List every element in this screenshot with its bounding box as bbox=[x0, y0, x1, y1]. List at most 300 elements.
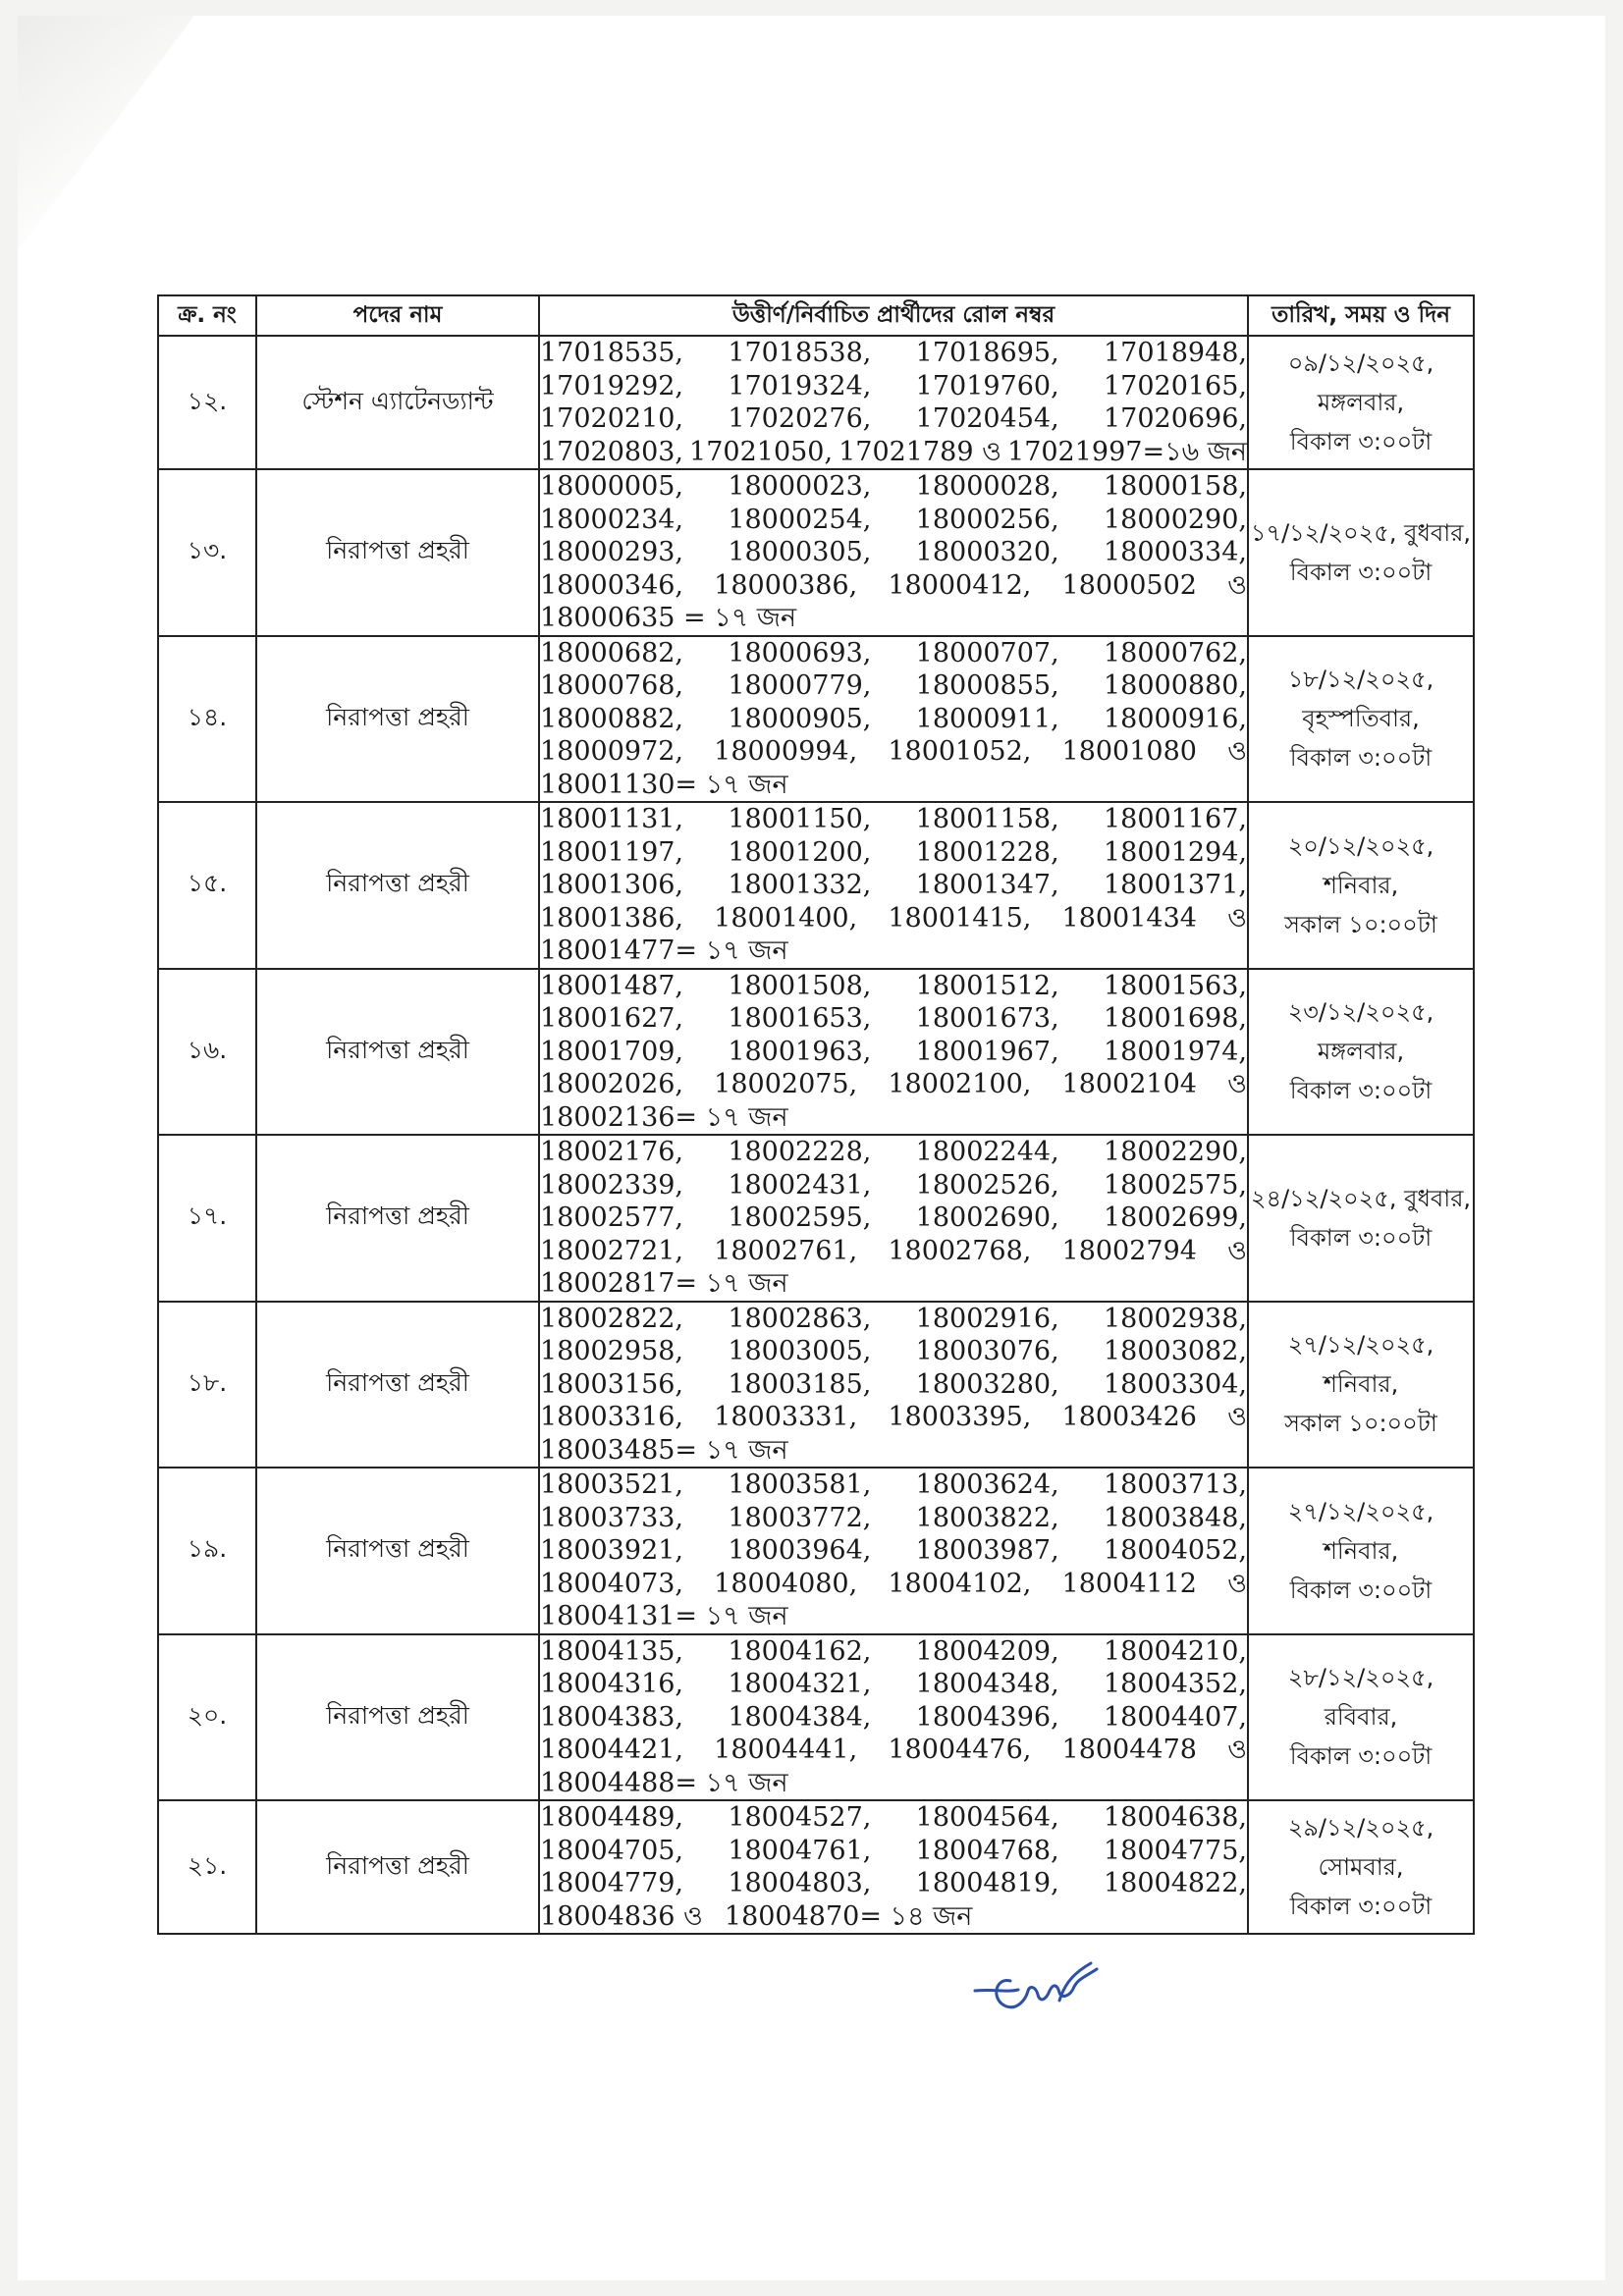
schedule-line: বিকাল ৩:০০টা bbox=[1289, 1575, 1433, 1604]
roll-line bbox=[540, 1468, 1247, 1502]
roll-number: 18004476, bbox=[888, 1735, 1032, 1765]
roll-number: 18001294, bbox=[1103, 836, 1247, 868]
roll-number: 18003987, bbox=[915, 1535, 1059, 1566]
roll-line bbox=[540, 735, 1247, 769]
roll-number: 18000693, bbox=[728, 637, 872, 668]
roll-number: 18000882, bbox=[540, 703, 684, 734]
roll-number: 18000254, bbox=[728, 504, 872, 535]
roll-number: 18002822, bbox=[540, 1303, 684, 1334]
roll-number: 18001197, bbox=[540, 836, 684, 868]
roll-number: 18001627, bbox=[540, 1003, 684, 1034]
roll-number: ও bbox=[1227, 1402, 1247, 1432]
roll-number: 18001477= ১৭ জন bbox=[540, 935, 788, 966]
roll-line bbox=[540, 1502, 1247, 1535]
roll-number: 18004775, bbox=[1103, 1835, 1247, 1866]
roll-number: 18004564, bbox=[915, 1802, 1059, 1833]
schedule-line: বিকাল ৩:০০টা bbox=[1289, 428, 1433, 455]
post-name-cell: নিরাপত্তা প্রহরী bbox=[256, 1634, 539, 1801]
roll-number: 18000916, bbox=[1103, 703, 1247, 734]
roll-number: 18003304, bbox=[1103, 1368, 1247, 1400]
roll-number: 18001512, bbox=[915, 970, 1059, 1001]
schedule-line: ২৩/১২/২০২৫, bbox=[1287, 998, 1434, 1027]
roll-number: 18001228, bbox=[915, 836, 1059, 868]
schedule-line: ২৭/১২/২০২৫, শনিবার, bbox=[1287, 1331, 1434, 1399]
roll-number: 18000855, bbox=[915, 670, 1059, 701]
roll-line bbox=[540, 1169, 1247, 1202]
roll-line bbox=[540, 1801, 1247, 1835]
roll-number: 18003005, bbox=[728, 1336, 872, 1366]
roll-number: 18001150, bbox=[728, 804, 872, 834]
roll-number: 18001967, bbox=[915, 1036, 1059, 1067]
roll-number: ও bbox=[1227, 736, 1247, 767]
post-name-cell: নিরাপত্তা প্রহরী bbox=[256, 1468, 539, 1634]
roll-number: 17021050, bbox=[689, 436, 834, 467]
roll-number: 17021997=১৬ জন bbox=[1007, 436, 1247, 467]
schedule-line: মঙ্গলবার, bbox=[1317, 389, 1405, 416]
table-row bbox=[158, 336, 1474, 469]
roll-number: 18004870= ১৪ জন bbox=[724, 1900, 973, 1932]
roll-number: 18000502 bbox=[1061, 569, 1197, 601]
roll-number: 18001709, bbox=[540, 1036, 684, 1067]
roll-number: ও bbox=[1227, 1069, 1247, 1099]
roll-line bbox=[540, 370, 1247, 403]
post-name-cell: স্টেশন এ্যাটেনড্যান্ট bbox=[256, 336, 539, 469]
roll-line bbox=[540, 1635, 1247, 1669]
roll-number: 18001508, bbox=[728, 970, 872, 1001]
roll-line bbox=[540, 669, 1247, 703]
header-date-time-day: তারিখ, সময় ও দিন bbox=[1248, 295, 1474, 336]
post-name-cell: নিরাপত্তা প্রহরী bbox=[256, 636, 539, 803]
roll-number: 18002176, bbox=[540, 1137, 684, 1167]
roll-number: 18001371, bbox=[1103, 870, 1247, 900]
schedule-line: সকাল ১০:০০টা bbox=[1284, 1410, 1437, 1438]
roll-number: 18003848, bbox=[1103, 1502, 1247, 1533]
schedule-cell bbox=[1248, 1634, 1474, 1801]
roll-number: 17020165, bbox=[1103, 370, 1247, 401]
roll-number: 18003185, bbox=[728, 1368, 872, 1400]
roll-number: 18002595, bbox=[728, 1202, 872, 1233]
roll-line bbox=[540, 602, 1247, 635]
roll-line bbox=[540, 1900, 1247, 1934]
schedule-line: বিকাল ৩:০০টা bbox=[1289, 744, 1433, 773]
roll-number: 18002339, bbox=[540, 1169, 684, 1201]
schedule-line: ১৭/১২/২০২৫, বুধবার, bbox=[1250, 518, 1472, 547]
roll-number: 18001080 bbox=[1061, 736, 1197, 767]
roll-number: 18004073, bbox=[540, 1568, 684, 1599]
roll-number: 18004705, bbox=[540, 1835, 684, 1866]
roll-number: 17021789 ও bbox=[839, 436, 1001, 467]
roll-number-table bbox=[157, 294, 1475, 1935]
roll-number: 18004352, bbox=[1103, 1669, 1247, 1699]
roll-line bbox=[540, 1235, 1247, 1268]
roll-number: 18004210, bbox=[1103, 1635, 1247, 1667]
roll-number: 18000682, bbox=[540, 637, 684, 668]
roll-number: 18004131= ১৭ জন bbox=[540, 1601, 788, 1631]
schedule-cell bbox=[1248, 336, 1474, 469]
roll-line bbox=[540, 703, 1247, 736]
serial-cell: ২০. bbox=[158, 1634, 256, 1801]
roll-number: 18003280, bbox=[915, 1368, 1059, 1400]
roll-number: 18004316, bbox=[540, 1669, 684, 1699]
roll-number: 18001963, bbox=[728, 1036, 872, 1067]
roll-number: 18004112 bbox=[1061, 1568, 1197, 1599]
schedule-cell bbox=[1248, 636, 1474, 803]
roll-line bbox=[540, 536, 1247, 569]
roll-number: 17020803, bbox=[540, 436, 684, 467]
roll-number: 18001386, bbox=[540, 902, 684, 934]
roll-line bbox=[540, 1068, 1247, 1101]
roll-number: 17018695, bbox=[915, 338, 1059, 368]
serial-cell: ১৬. bbox=[158, 969, 256, 1136]
roll-number: 18004527, bbox=[728, 1802, 872, 1833]
schedule-line: মঙ্গলবার, bbox=[1317, 1038, 1405, 1066]
roll-number: 18003772, bbox=[728, 1502, 872, 1533]
roll-number: 18002958, bbox=[540, 1336, 684, 1366]
roll-number: 18004052, bbox=[1103, 1535, 1247, 1566]
roll-number: 18002721, bbox=[540, 1235, 684, 1266]
table-header-row bbox=[158, 295, 1474, 336]
roll-number: 18000707, bbox=[915, 637, 1059, 668]
schedule-line: ০৯/১২/২০২৫, bbox=[1287, 349, 1434, 377]
roll-number: 18000158, bbox=[1103, 471, 1247, 502]
schedule-line: ২৯/১২/২০২৫, সোমবার, bbox=[1287, 1814, 1434, 1881]
roll-numbers-cell bbox=[539, 636, 1248, 803]
roll-number: 17019760, bbox=[915, 370, 1059, 401]
roll-numbers-cell bbox=[539, 802, 1248, 969]
roll-number: 18004080, bbox=[714, 1568, 858, 1599]
roll-number: 18004441, bbox=[714, 1735, 858, 1765]
roll-number: 18002575, bbox=[1103, 1169, 1247, 1201]
table-row bbox=[158, 969, 1474, 1136]
roll-number: 18002104 bbox=[1061, 1069, 1197, 1099]
roll-numbers-cell bbox=[539, 1800, 1248, 1934]
post-name-cell: নিরাপত্তা প্রহরী bbox=[256, 1135, 539, 1302]
schedule-cell bbox=[1248, 1468, 1474, 1634]
schedule-line: ২৪/১২/২০২৫, বুধবার, bbox=[1250, 1184, 1472, 1212]
roll-line bbox=[540, 337, 1247, 370]
roll-number: 18001487, bbox=[540, 970, 684, 1001]
roll-numbers-cell bbox=[539, 1634, 1248, 1801]
serial-cell: ১৩. bbox=[158, 469, 256, 636]
roll-line bbox=[540, 1101, 1247, 1135]
schedule-cell bbox=[1248, 1302, 1474, 1468]
table-row bbox=[158, 636, 1474, 803]
roll-number: 18004822, bbox=[1103, 1868, 1247, 1898]
roll-number: 18003082, bbox=[1103, 1336, 1247, 1366]
roll-number: 18002431, bbox=[728, 1169, 872, 1201]
roll-number: 18002136= ১৭ জন bbox=[540, 1101, 788, 1133]
roll-number: 18000005, bbox=[540, 471, 684, 502]
schedule-line: বিকাল ৩:০০টা bbox=[1289, 1742, 1433, 1771]
signature-stroke bbox=[975, 1963, 1097, 2007]
roll-number: 18002244, bbox=[915, 1137, 1059, 1167]
roll-number: 18004384, bbox=[728, 1701, 872, 1733]
schedule-line: বিকাল ৩:০০টা bbox=[1289, 1077, 1433, 1105]
roll-number: 18004478 bbox=[1061, 1735, 1197, 1765]
roll-number: 18003426 bbox=[1061, 1402, 1197, 1432]
roll-line bbox=[540, 1002, 1247, 1036]
post-name-cell: নিরাপত্তা প্রহরী bbox=[256, 1302, 539, 1468]
roll-number: 18002100, bbox=[888, 1069, 1032, 1099]
roll-number: 18001974, bbox=[1103, 1036, 1247, 1067]
roll-number: 18002938, bbox=[1103, 1303, 1247, 1334]
roll-number: 18002768, bbox=[888, 1235, 1032, 1266]
roll-number: 18004209, bbox=[915, 1635, 1059, 1667]
roll-number: 18002916, bbox=[915, 1303, 1059, 1334]
roll-numbers-cell bbox=[539, 1468, 1248, 1634]
roll-number: 18000293, bbox=[540, 537, 684, 567]
roll-number: 18004803, bbox=[728, 1868, 872, 1898]
roll-number: 18002075, bbox=[714, 1069, 858, 1099]
roll-number: ও bbox=[1227, 1568, 1247, 1599]
roll-line bbox=[540, 1136, 1247, 1169]
roll-number: 18002863, bbox=[728, 1303, 872, 1334]
roll-number: ও bbox=[1227, 569, 1247, 601]
roll-line bbox=[540, 1267, 1247, 1301]
schedule-cell bbox=[1248, 1800, 1474, 1934]
roll-number: 18003921, bbox=[540, 1535, 684, 1566]
roll-line bbox=[540, 1767, 1247, 1800]
header-serial: ক্র. নং bbox=[158, 295, 256, 336]
roll-number: 18003331, bbox=[714, 1402, 858, 1432]
roll-line bbox=[540, 934, 1247, 968]
roll-number: 18004421, bbox=[540, 1735, 684, 1765]
schedule-line: ২০/১২/২০২৫, শনিবার, bbox=[1287, 831, 1434, 899]
roll-number: 18000346, bbox=[540, 569, 684, 601]
roll-number: 18003316, bbox=[540, 1402, 684, 1432]
schedule-line: বিকাল ৩:০০টা bbox=[1289, 558, 1433, 586]
serial-cell: ১৮. bbox=[158, 1302, 256, 1468]
roll-number: 18003822, bbox=[915, 1502, 1059, 1533]
roll-number: 17020276, bbox=[728, 403, 872, 434]
roll-number: 18001434 bbox=[1061, 902, 1197, 934]
header-post-name: পদের নাম bbox=[256, 295, 539, 336]
roll-line bbox=[540, 1201, 1247, 1235]
roll-number: 18000023, bbox=[728, 471, 872, 502]
roll-number: 18000305, bbox=[728, 537, 872, 567]
schedule-cell bbox=[1248, 802, 1474, 969]
roll-number: 18001332, bbox=[728, 870, 872, 900]
roll-line bbox=[540, 1401, 1247, 1434]
roll-number: 18003624, bbox=[915, 1469, 1059, 1500]
roll-number: 17019292, bbox=[540, 370, 684, 401]
schedule-cell bbox=[1248, 1135, 1474, 1302]
schedule-line: সকাল ১০:০০টা bbox=[1284, 910, 1437, 938]
roll-number: 18000994, bbox=[714, 736, 858, 767]
roll-line bbox=[540, 1534, 1247, 1568]
post-name-cell: নিরাপত্তা প্রহরী bbox=[256, 802, 539, 969]
roll-number: 18004162, bbox=[728, 1635, 872, 1667]
roll-number: 18001400, bbox=[714, 902, 858, 934]
roll-line bbox=[540, 1568, 1247, 1601]
roll-line bbox=[540, 836, 1247, 870]
roll-line bbox=[540, 1303, 1247, 1336]
post-name-cell: নিরাপত্তা প্রহরী bbox=[256, 469, 539, 636]
roll-number: 18002026, bbox=[540, 1069, 684, 1099]
table-row bbox=[158, 469, 1474, 636]
serial-cell: ১৪. bbox=[158, 636, 256, 803]
roll-number: 18002699, bbox=[1103, 1202, 1247, 1233]
roll-line bbox=[540, 1867, 1247, 1900]
serial-cell: ১৯. bbox=[158, 1468, 256, 1634]
roll-number: 18001673, bbox=[915, 1003, 1059, 1034]
roll-number: 18004383, bbox=[540, 1701, 684, 1733]
roll-number: 18000386, bbox=[714, 569, 858, 601]
roll-line bbox=[540, 436, 1247, 469]
roll-line bbox=[540, 470, 1247, 504]
roll-number: 17020696, bbox=[1103, 403, 1247, 434]
roll-line bbox=[540, 504, 1247, 537]
roll-number: 18002228, bbox=[728, 1137, 872, 1167]
roll-number: 18001200, bbox=[728, 836, 872, 868]
roll-number: 18004102, bbox=[888, 1568, 1032, 1599]
roll-number: 18000028, bbox=[915, 471, 1059, 502]
roll-number: 18000334, bbox=[1103, 537, 1247, 567]
schedule-line: ২৭/১২/২০২৫, শনিবার, bbox=[1287, 1497, 1434, 1565]
roll-number: ও bbox=[1227, 902, 1247, 934]
roll-number: 18004348, bbox=[915, 1669, 1059, 1699]
roll-number: 18000234, bbox=[540, 504, 684, 535]
roll-number: 18004761, bbox=[728, 1835, 872, 1866]
roll-number: 18000911, bbox=[915, 703, 1059, 734]
roll-line bbox=[540, 869, 1247, 902]
roll-number: 18001563, bbox=[1103, 970, 1247, 1001]
roll-numbers-cell bbox=[539, 336, 1248, 469]
roll-number: 18001653, bbox=[728, 1003, 872, 1034]
serial-cell: ১২. bbox=[158, 336, 256, 469]
roll-number: 18000779, bbox=[728, 670, 872, 701]
roll-number: 18004779, bbox=[540, 1868, 684, 1898]
roll-number: 18004768, bbox=[915, 1835, 1059, 1866]
roll-number: 17018538, bbox=[728, 338, 872, 368]
roll-line bbox=[540, 1600, 1247, 1633]
roll-line bbox=[540, 803, 1247, 836]
roll-number: 18003156, bbox=[540, 1368, 684, 1400]
serial-cell: ১৫. bbox=[158, 802, 256, 969]
roll-number: 18000256, bbox=[915, 504, 1059, 535]
roll-number: 18001158, bbox=[915, 804, 1059, 834]
table-row bbox=[158, 1302, 1474, 1468]
roll-number: 18003485= ১৭ জন bbox=[540, 1434, 788, 1466]
roll-number: 18003521, bbox=[540, 1469, 684, 1500]
roll-number: 18004321, bbox=[728, 1669, 872, 1699]
roll-number: 17020454, bbox=[915, 403, 1059, 434]
roll-number: 18003713, bbox=[1103, 1469, 1247, 1500]
table-row bbox=[158, 802, 1474, 969]
roll-number: 18004836 ও bbox=[540, 1900, 703, 1932]
roll-number: 18004638, bbox=[1103, 1802, 1247, 1833]
roll-line bbox=[540, 1036, 1247, 1069]
roll-number: 18004135, bbox=[540, 1635, 684, 1667]
roll-number: 18001052, bbox=[888, 736, 1032, 767]
roll-number: 18004488= ১৭ জন bbox=[540, 1767, 788, 1798]
serial-cell: ২১. bbox=[158, 1800, 256, 1934]
roll-number: 18000768, bbox=[540, 670, 684, 701]
schedule-line: বৃহস্পতিবার, bbox=[1302, 705, 1420, 733]
roll-number: 18000972, bbox=[540, 736, 684, 767]
roll-number: 18003964, bbox=[728, 1535, 872, 1566]
roll-number: 17020210, bbox=[540, 403, 684, 434]
roll-number: 18000762, bbox=[1103, 637, 1247, 668]
roll-number: 18003733, bbox=[540, 1502, 684, 1533]
signature bbox=[967, 1942, 1114, 2020]
roll-number: 18001130= ১৭ জন bbox=[540, 769, 788, 800]
roll-line bbox=[540, 902, 1247, 935]
post-name-cell: নিরাপত্তা প্রহরী bbox=[256, 1800, 539, 1934]
roll-line bbox=[540, 1434, 1247, 1468]
roll-number: 18000290, bbox=[1103, 504, 1247, 535]
roll-number: 18001306, bbox=[540, 870, 684, 900]
roll-numbers-cell bbox=[539, 1302, 1248, 1468]
roll-number: 18002290, bbox=[1103, 1137, 1247, 1167]
roll-number: 18004396, bbox=[915, 1701, 1059, 1733]
roll-number: 18001131, bbox=[540, 804, 684, 834]
roll-number: 18004407, bbox=[1103, 1701, 1247, 1733]
table-row bbox=[158, 1468, 1474, 1634]
roll-number: 18003076, bbox=[915, 1336, 1059, 1366]
roll-number: 18000635 = ১৭ জন bbox=[540, 603, 797, 633]
roll-number: 18003395, bbox=[888, 1402, 1032, 1432]
roll-number: ও bbox=[1227, 1735, 1247, 1765]
roll-number: 18002690, bbox=[915, 1202, 1059, 1233]
table-row bbox=[158, 1634, 1474, 1801]
roll-line bbox=[540, 402, 1247, 436]
roll-line bbox=[540, 1701, 1247, 1735]
roll-number: 18000320, bbox=[915, 537, 1059, 567]
roll-line bbox=[540, 1835, 1247, 1868]
schedule-line: ১৮/১২/২০২৫, bbox=[1287, 666, 1434, 694]
roll-numbers-cell bbox=[539, 969, 1248, 1136]
roll-line bbox=[540, 1734, 1247, 1767]
roll-number: 18003581, bbox=[728, 1469, 872, 1500]
roll-number: 18004819, bbox=[915, 1868, 1059, 1898]
post-name-cell: নিরাপত্তা প্রহরী bbox=[256, 969, 539, 1136]
roll-number: 18000880, bbox=[1103, 670, 1247, 701]
roll-number: 18002577, bbox=[540, 1202, 684, 1233]
roll-line bbox=[540, 970, 1247, 1003]
table-row bbox=[158, 1135, 1474, 1302]
roll-number: 18001167, bbox=[1103, 804, 1247, 834]
roll-line bbox=[540, 1368, 1247, 1402]
roll-line bbox=[540, 637, 1247, 670]
roll-number: 18004489, bbox=[540, 1802, 684, 1833]
schedule-line: ২৮/১২/২০২৫, রবিবার, bbox=[1287, 1664, 1434, 1732]
roll-number: 18002794 bbox=[1061, 1235, 1197, 1266]
schedule-line: বিকাল ৩:০০টা bbox=[1289, 1893, 1433, 1920]
roll-line bbox=[540, 1668, 1247, 1701]
serial-cell: ১৭. bbox=[158, 1135, 256, 1302]
roll-number: 18000905, bbox=[728, 703, 872, 734]
roll-number: ও bbox=[1227, 1235, 1247, 1266]
roll-number: 18000412, bbox=[888, 569, 1032, 601]
table-row bbox=[158, 1800, 1474, 1934]
schedule-line: বিকাল ৩:০০টা bbox=[1289, 1223, 1433, 1252]
roll-number: 18002817= ১৭ জন bbox=[540, 1268, 788, 1299]
roll-line bbox=[540, 769, 1247, 802]
schedule-cell bbox=[1248, 469, 1474, 636]
roll-numbers-cell bbox=[539, 469, 1248, 636]
roll-number: 18001415, bbox=[888, 902, 1032, 934]
roll-number: 18001698, bbox=[1103, 1003, 1247, 1034]
schedule-cell bbox=[1248, 969, 1474, 1136]
roll-number: 18001347, bbox=[915, 870, 1059, 900]
header-roll-numbers: উত্তীর্ণ/নির্বাচিত প্রার্থীদের রোল নম্বর bbox=[539, 295, 1248, 336]
roll-line bbox=[540, 1335, 1247, 1368]
roll-number: 18002526, bbox=[915, 1169, 1059, 1201]
roll-number: 17018535, bbox=[540, 338, 684, 368]
roll-number: 17019324, bbox=[728, 370, 872, 401]
roll-number: 17018948, bbox=[1103, 338, 1247, 368]
